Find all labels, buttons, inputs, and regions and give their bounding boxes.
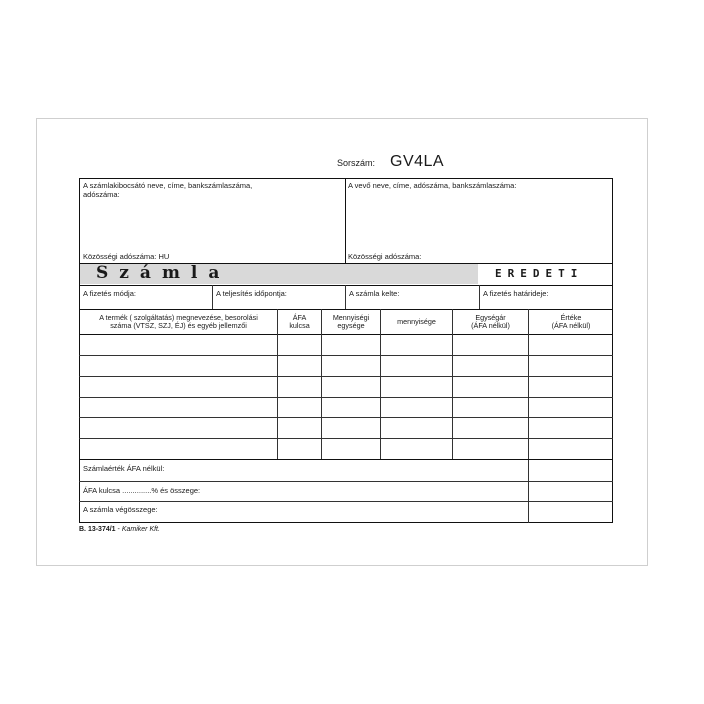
table-row	[79, 376, 613, 377]
seller-community-tax: Közösségi adószáma: HU	[83, 252, 170, 261]
totals-row	[79, 481, 613, 482]
table-row	[79, 438, 613, 439]
info-divider	[345, 285, 346, 309]
buyer-community-tax: Közösségi adószáma:	[348, 252, 422, 261]
table-row	[79, 355, 613, 356]
title-bottom-rule	[79, 285, 613, 286]
table-column-divider	[277, 309, 278, 459]
table-bottom-rule	[79, 459, 613, 460]
totals-row	[79, 501, 613, 502]
completion-date-label: A teljesítés időpontja:	[216, 289, 287, 298]
invoice-title: Számla	[96, 263, 231, 283]
form-code: B. 13-374/1	[79, 526, 116, 533]
buyer-label: A vevő neve, címe, adószáma, bankszámlaszáma:	[348, 181, 517, 190]
serial-label: Sorszám:	[337, 158, 376, 168]
info-divider	[212, 285, 213, 309]
payment-deadline-label: A fizetés határideje:	[483, 289, 549, 298]
table-column-divider	[321, 309, 322, 459]
table-column-divider	[380, 309, 381, 459]
info-bottom-rule	[79, 309, 613, 310]
table-header-vat-rate: ÁFA kulcsa	[289, 313, 310, 330]
table-column-divider	[452, 309, 453, 459]
vat-rate-label: ÁFA kulcsa ..............% és összege:	[83, 486, 201, 495]
copy-label: EREDETI	[495, 267, 584, 280]
table-row	[79, 397, 613, 398]
invoice-date-label: A számla kelte:	[349, 289, 400, 298]
table-header-quantity: mennyisége	[397, 317, 436, 326]
form-footer	[79, 526, 160, 533]
net-value-label: Számlaérték ÁFA nélkül:	[83, 464, 165, 473]
table-row	[79, 417, 613, 418]
payment-method-label: A fizetés módja:	[83, 289, 136, 298]
grand-total-label: A számla végösszege:	[83, 505, 158, 514]
table-header-unit-price: Egységár (ÁFA nélkül)	[471, 313, 510, 330]
table-column-divider	[528, 309, 529, 523]
party-divider	[345, 178, 346, 264]
table-header-product: A termék ( szolgáltatás) megnevezése, besorolási száma (VTSZ, SZJ, ÉJ) és egyéb jellemzői	[99, 313, 258, 330]
publisher-name: Kamiker Kft.	[121, 526, 160, 533]
table-header-unit: Mennyiségi egysége	[332, 313, 370, 330]
table-header-rule	[79, 334, 613, 335]
table-header-value: Értéke (ÁFA nélkül)	[551, 313, 591, 330]
info-divider	[479, 285, 480, 309]
serial-number: GV4LA	[390, 153, 445, 170]
seller-label: A számlakibocsátó neve, címe, bankszámlaszáma,	[83, 181, 253, 190]
seller-label-tax: adószáma:	[83, 190, 120, 199]
footer-separator: -	[115, 526, 122, 533]
